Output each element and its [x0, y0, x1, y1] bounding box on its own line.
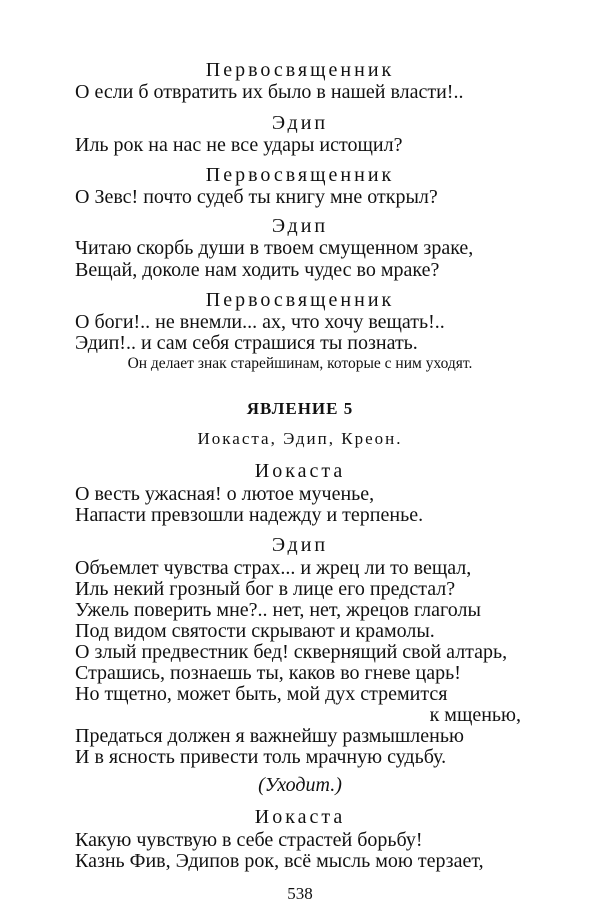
stage-direction: Он делает знак старейшинам, которые с ним уходят.: [127, 355, 473, 372]
verse-line: И в ясность привести толь мрачную судьбу.: [75, 746, 447, 768]
scene-cast: Иокаста, Эдип, Креон.: [197, 429, 403, 448]
verse-line: О боги!.. не внемли... ах, что хочу вещать!..: [75, 311, 445, 333]
verse-line: О весть ужасная! о лютое мученье,: [75, 483, 375, 505]
verse-line: Читаю скорбь души в твоем смущенном зраке,: [75, 237, 474, 259]
verse-line: О если б отвратить их было в нашей власти!..: [75, 81, 464, 103]
speaker-jocasta: Иокаста: [254, 460, 346, 482]
verse-line: Ужель поверить мне?.. нет, нет, жрецов глаголы: [75, 599, 481, 621]
speaker-high-priest: Первосвященник: [205, 164, 395, 186]
verse-line: Страшись, познаешь ты, каков во гневе царь!: [75, 662, 461, 684]
verse-line: Напасти превзошли надежду и терпенье.: [75, 504, 424, 526]
verse-line: Под видом святости скрывают и крамолы.: [75, 620, 435, 642]
speaker-high-priest: Первосвященник: [205, 59, 395, 81]
verse-line-continuation: к мщенью,: [429, 704, 521, 726]
verse-line: Какую чувствую в себе страстей борьбу!: [75, 829, 423, 851]
speaker-jocasta: Иокаста: [254, 806, 346, 828]
page-number: 538: [287, 884, 313, 903]
verse-line: Вещай, доколе нам ходить чудес во мраке?: [75, 259, 440, 281]
verse-line: Но тщетно, может быть, мой дух стремится: [75, 683, 448, 705]
speaker-high-priest: Первосвященник: [205, 289, 395, 311]
speaker-oedipus: Эдип: [271, 534, 329, 556]
verse-line: Иль рок на нас не все удары истощил?: [75, 134, 403, 156]
verse-line: Эдип!.. и сам себя страшися ты познать.: [75, 332, 418, 354]
speaker-oedipus: Эдип: [271, 215, 329, 237]
verse-line: Предаться должен я важнейшу размышленью: [75, 725, 464, 747]
verse-line: О Зевс! почто судеб ты книгу мне открыл?: [75, 186, 438, 208]
verse-line: Казнь Фив, Эдипов рок, всё мысль мою терзает,: [75, 850, 484, 872]
scene-heading: ЯВЛЕНИЕ 5: [246, 399, 354, 418]
verse-line: Объемлет чувства страх... и жрец ли то вещал,: [75, 557, 472, 579]
speaker-oedipus: Эдип: [271, 112, 329, 134]
exit-direction: (Уходит.): [258, 774, 342, 796]
verse-line: О злый предвестник бед! сквернящий свой алтарь,: [75, 641, 508, 663]
verse-line: Иль некий грозный бог в лице его предстал?: [75, 578, 456, 600]
